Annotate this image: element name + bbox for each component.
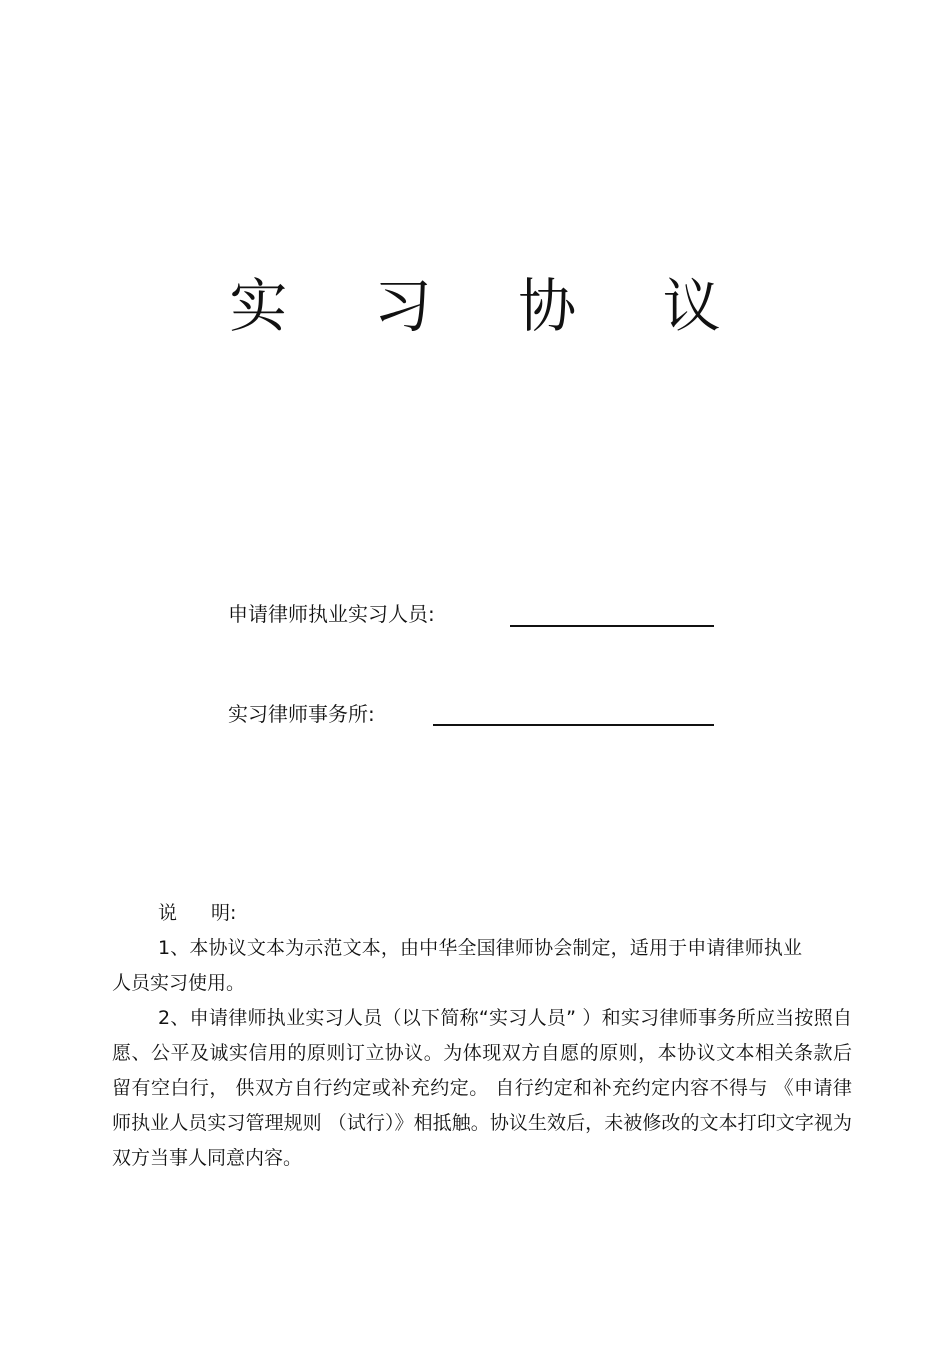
document-title: 实 习 协 议 xyxy=(229,272,755,340)
intern-label: 申请律师执业实习人员: xyxy=(228,602,435,626)
notes-section xyxy=(112,896,852,1176)
note-item-2: 2、申请律师执业实习人员（以下简称“实习人员” ）和实习律师事务所应当按照自愿、公平及诚实信用的原则订立协议。为体现双方自愿的原则，本协议文本相关条款后留有空白行， 供双方自行约定或补充约定。 自行约定和补充约定内容不得与 《申请律师执业人员实习管理规则 （试行）》相抵触。协议生效后，未被修改的文本打印文字视为双方当事人同意内容。 xyxy=(112,1007,852,1169)
notes-heading-a: 说 xyxy=(158,902,178,924)
notes-heading-b: 明: xyxy=(211,902,237,924)
note-item-1: 1、本协议文本为示范文本，由中华全国律师协会制定，适用于申请律师执业人员实习使用。 xyxy=(112,937,802,994)
notes-heading xyxy=(112,896,852,931)
law-firm-label: 实习律师事务所: xyxy=(228,702,375,726)
law-firm-blank-line[interactable] xyxy=(433,724,714,726)
intern-blank-line[interactable] xyxy=(510,625,714,627)
